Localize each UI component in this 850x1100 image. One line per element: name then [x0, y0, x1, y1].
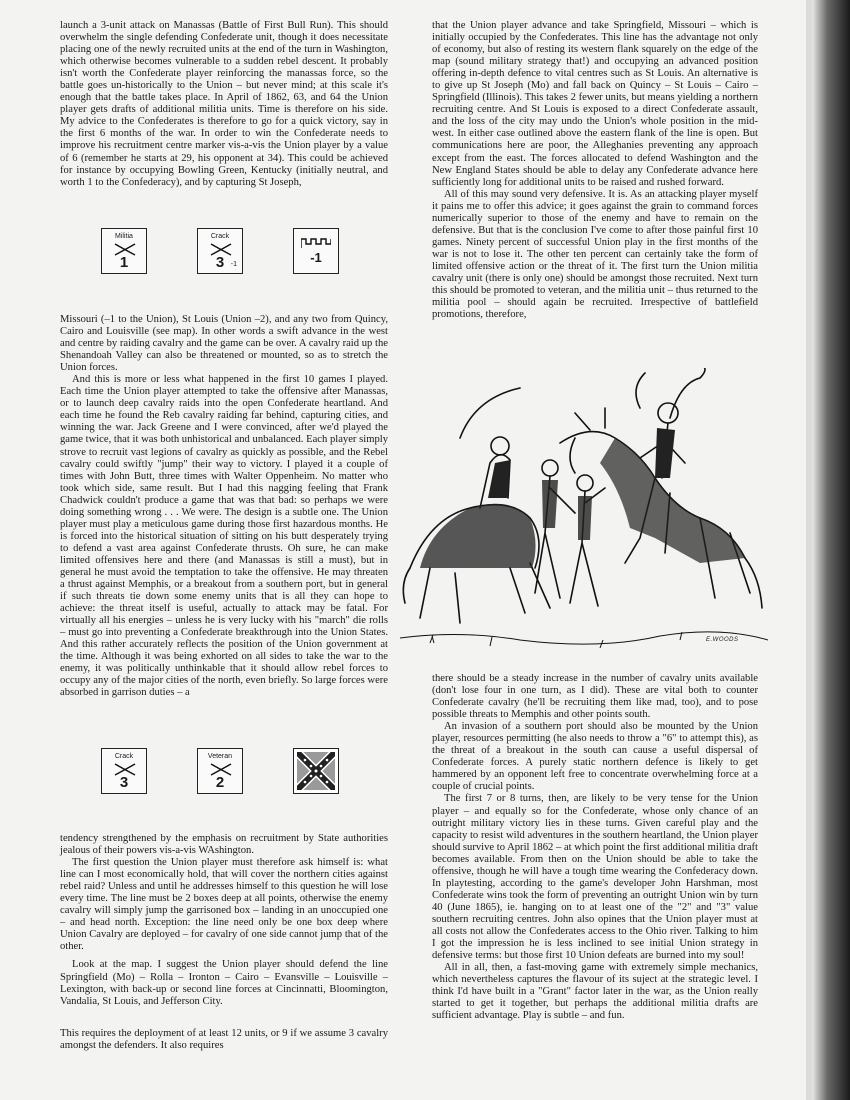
crack-cavalry-counter [197, 228, 243, 274]
column2-block2 [432, 673, 758, 1022]
paragraph: This requires the deployment of at least 12 units, or 9 if we assume 3 cavalry amongst the defenders. It also requires [60, 1028, 388, 1052]
paragraph: there should be a steady increase in the number of cavalry units available (don't lose four in one turn, as I did). These are vital both to counter Confederate cavalry (he'll be recruiting them like mad, too), and to pose possible threats to Memphis and other points south. [432, 673, 758, 721]
counter-value: 1 [119, 254, 129, 271]
fortification-counter [293, 228, 339, 274]
fort-battlement-icon [301, 237, 331, 249]
counter-value: -1 [310, 250, 322, 265]
column1-block4 [60, 1028, 388, 1052]
illustration-credit: E.WOODS [706, 637, 739, 643]
paragraph: The first 7 or 8 turns, then, are likely to be very tense for the Union player – and equally so for the Confederate, whose only chance of an outright military victory lies in these turns. Given careful play and the capacity to resist wild adventures in the southern heartland, the Union player should survive to April 1862 – at which point the first additional militia draft becomes available. From then on the Union should be able to take the offensive, though he will have a tough time wearing the Confederacy down. In playtesting, according to the game's developer John Harshman, most Confederate wins took the form of preventing an outright Union win by turn 40 (June 1865), ie. hanging on to at least one of the "2" and "3" value southern recruiting centres. John also opines that the Union player must at all costs not allow the Confederates access to the Ohio river. Talking to him I got the impression he is less inclined to see initial Union strategy in defensive terms: but those first 10 Union defeats are burned into my soul! [432, 793, 758, 962]
column1-block1 [60, 20, 388, 189]
counter-value: 3 [119, 774, 129, 791]
paragraph: tendency strengthened by the emphasis on recruitment by State authorities jealous of their powers vis-a-vis WAshington. [60, 833, 388, 857]
counter-label: Crack [210, 233, 230, 240]
paragraph: An invasion of a southern port should also be mounted by the Union player, resources permitting (he also needs to throw a "6" to attempt this), as the threat of a breakout in the south can cause a useful dispersal of Confederate forces. A purely static northern defence is likely to get hammered by an opponent left free to concentrate overwhelming force at a couple of crucial points. [432, 721, 758, 793]
page-edge-shadow [812, 0, 850, 1100]
paragraph: All of this may sound very defensive. It is. As an attacking player myself it pains me to offer this advice; it goes against the grain to command forces numerically superior to those of the enemy and have to remain on the defensive. But that is the conclusion I've come to after those painful first 10 games. Ninety percent of successful Union play in the first months of the war is not to lose it. The other ten percent can certainly take the form of limited offensive action or the threat of it. The first turn the Union militia cavalry unit (there is only one) should be amongst those recruited. Next turn this should be promoted to veteran, and the militia unit – thus returned to the militia pool – should again be recruited. Irrespective of battlefield promotions, therefore, [432, 188, 758, 321]
counter-label: Militia [115, 233, 133, 240]
paragraph: launch a 3-unit attack on Manassas (Battle of First Bull Run). This should overwhelm the single defending Confederate unit, though it does necessitate placing one of the newly recruited units at the end of the turn in Washington, which otherwise becomes vulnerable to a sudden rebel descent. It probably isn't worth the Confederate player reinforcing the manassas force, so the battle goes un-historically to the Union – but never mind; at this scale it's enough that the battle takes place. In April of 1862, 63, and 64 the Union player gets drafts of additional militia units. Time is therefore on his side. My advice to the Confederates is therefore to go for a quick victory, say in the first 6 months of the war. In order to win the Confederate needs to improve his recruitment centre marker vis-a-vis the Union player by a value of 6 (remember he starts at 29, his opponent at 34). This could be achieved for instance by occupying Bowling Green, Kentucky (initially neutral, and worth 1 to the Confederacy), and by capturing St Joseph, [60, 20, 388, 188]
counter-value: 2 [215, 774, 225, 791]
veteran-cavalry-counter [197, 748, 243, 794]
confederate-flag-counter [293, 748, 339, 794]
column2-block1 [432, 20, 758, 321]
counter-value: 3 [215, 254, 225, 271]
counter-row-1 [101, 228, 339, 274]
column1-block3 [60, 833, 388, 1008]
column1-block2 [60, 314, 388, 700]
militia-cavalry-counter [101, 228, 147, 274]
paragraph: And this is more or less what happened in the first 10 games I played. Each time the Union player attempted to take the offensive after Manassas, or to launch deep cavalry raids into the open Confederate heartland. And each time he found the Reb cavalry raiding far behind, capturing cities, and winning the war. Jack Greene and I were convinced, after we'd played the game twice, that it was both unhistorical and unbalanced. Each player simply strove to recruit vast legions of cavalry as quickly as possible, and the Rebel cavalry could swiftly "jump" their way to victory. I played it a couple of times with John Butt, three times with Walter Oppenheim. No matter who took which side, same result. But I had this nagging feeling that Frank Chadwick couldn't produce a game that was that bad: so perhaps we were doing something wrong . . . We were. The design is a subtle one. The Union player must play a meticulous game during those first hazardous months. He is forced into the historical situation of sitting on his butt desperately trying to defend a vast area against Confederate thrusts. Oh sure, he can make limited offensives here and there (and Manassas is still a must), but in general he must avoid the temptation to take the offensive. He may threaten a thrust against Memphis, or a breakout from a southern port, but in general if such threats tie down some enemy units that is all they can hope to achieve: the threat itself is useful, actually to attack may be fatal. For virtually all his energies – unless he is very lucky with his "march" die rolls – must go into preventing a Confederate breakthrough into the Union States. And this rather accurately reflects the position of the Union government at the time. Although it was being exhorted on all sides to take the war to the enemy, it was politically unthinkable that it should allow rebel forces to occupy any of the major cities of the north, even briefly. So large forces were absorbed in garrison duties – a [60, 374, 388, 699]
paragraph: that the Union player advance and take Springfield, Missouri – which is initially occupied by the Confederates. This line has the advantage not only of economy, but also of resting its western flank squarely on the edge of the map (sound military strategy that!) and occupying an advanced position offering in-depth defence to vital centres such as St Louis. An alternative is to give up St Joseph (Mo) and fall back on Quincy – St Louis – Cairo – Springfield (Illinois). This takes 2 fewer units, but means yielding a northern recruiting centre. And St Louis is exposed to a direct Confederate assault, and the loss of the city may undo the Union's whole position in the mid-west. In either case outlined above the eastern flank of the line is open. But communications here are poor, the Alleghanies preventing any approach except from the east. The forces allocated to defend Washington and the New England States should be able to delay any Confederate advance here sufficiently long for additional units to be raised and rushed forward. [432, 20, 758, 188]
paragraph: All in all, then, a fast-moving game with extremely simple mechanics, which nevertheless captures the flavour of its suject at the strategic level. I think I'd have built in a "Grant" factor later in the war, as the Union really started to get it together, but perhaps the additional militia drafts are sufficient advantage. Play is subtle – and fun. [432, 962, 758, 1022]
counter-label: Veteran [207, 753, 233, 760]
paragraph: The first question the Union player must therefore ask himself is: what line can I most economically hold, that will cover the northern cities against rebel raid? Unless and until he addresses himself to this question he will lose every time. The line must be 2 boxes deep at all points, otherwise the enemy cavalry will simply jump the garrisoned box – landing in an unoccupied one – and head north. Exception: the line need only be one box deep where Union Cavalry are deployed – for cavalry of one side cannot jump that of the other. [60, 857, 388, 953]
paragraph: Look at the map. I suggest the Union player should defend the line Springfield (Mo) – Rolla – Ironton – Cairo – Evansville – Louisville – Lexington, with back-up or second line forces at Cincinnatti, Bloomington, Vandalia, St Louis, and Jefferson City. [60, 959, 388, 1007]
counter-label: Crack [114, 753, 134, 760]
crack-cavalry-counter [101, 748, 147, 794]
paragraph: Missouri (–1 to the Union), St Louis (Union –2), and any two from Quincy, Cairo and Louisville (see map). In other words a swift advance in the west and centre by raiding cavalry and the game can be over. A cavalry raid up the Shenandoah Valley can also be threatened or mounted, so as to stretch the Union forces. [60, 314, 388, 374]
counter-row-2 [101, 748, 339, 794]
confederate-flag-icon [297, 752, 335, 790]
counter-modifier: -1 [230, 261, 237, 268]
cavalry-battle-illustration [400, 368, 768, 668]
